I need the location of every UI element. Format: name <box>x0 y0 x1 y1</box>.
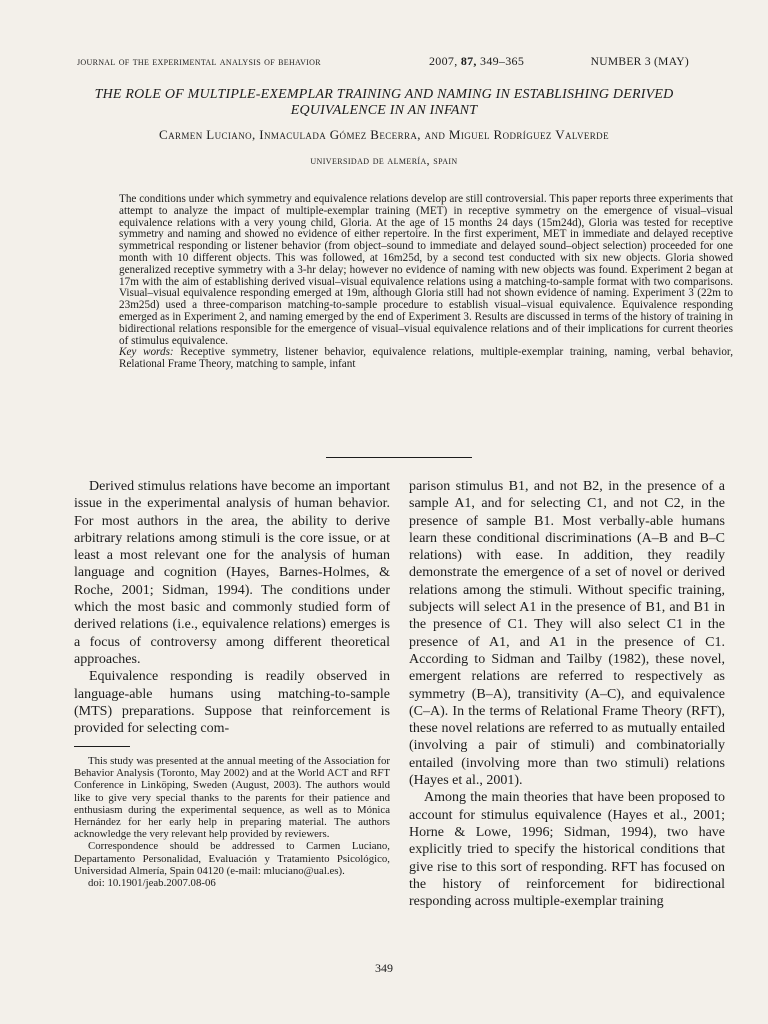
paragraph: Equivalence responding is readily observed in language-able humans using matching-to-sample (MTS) preparations. Suppose that reinforcement is provided for selecting com- <box>74 669 390 737</box>
body-column-left <box>74 478 390 737</box>
paragraph: parison stimulus B1, and not B2, in the presence of a sample A1, and for selecting C1, and not C2, in the presence of sample B1. Most verbally-able humans learn these conditional discriminations (A–B and B–C relations) with ease. In addition, they readily demonstrate the emergence of a set of novel or derived relations among the stimuli. Without specific training, subjects will select A1 in the presence of B1, and B1 in the presence of C1. They will also select C1 in the presence of A1, and A1 in the presence of C1. According to Sidman and Tailby (1982), these novel, emergent relations are referred to respectively as symmetry (B–A), transitivity (A–C), and equivalence (C–A). In the terms of Relational Frame Theory (RFT), these novel relations are referred to as mutually entailed (involving a pair of stimuli) and combinatorially entailed (involving more than two stimuli) relations (Hayes et al., 2001). <box>409 479 725 789</box>
article-title-line-2: EQUIVALENCE IN AN INFANT <box>290 103 478 118</box>
abstract-text: The conditions under which symmetry and equivalence relations develop are still controversial. This paper reports three experiments that attempt to analyze the impact of multiple-exemplar training (MET) in receptive symmetry on the emergence of visual–visual equivalence relations with a very young child, Gloria. At the age of 15 months 24 days (15m24d), Gloria was tested for receptive symmetry and naming and showed no evidence of either repertoire. In the first experiment, MET in immediate and delayed receptive symmetrical responding or listener behavior (from object–sound to immediate and delayed sound–object selection) proceeded for one month with 10 different objects. This was followed, at 16m25d, by a second test conducted with six new objects. Gloria showed generalized receptive symmetry with a 3-hr delay; however no evidence of naming with new objects was found. Experiment 2 began at 17m with the aim of establishing derived visual–visual equivalence relations using a matching-to-sample format with two comparisons. Visual–visual equivalence responding emerged at 19m, although Gloria still had not shown evidence of naming. Experiment 3 (22m to 23m25d) used a three-comparison matching-to-sample procedure to establish visual–visual equivalence. Equivalence responding emerged as in Experiment 2, and naming emerged by the end of Experiment 3. Results are discussed in terms of the history of training in bidirectional relations responsible for the emergence of visual–visual equivalence relations and of their implications for current theories of stimulus equivalence. <box>119 193 733 347</box>
doi: doi: 10.1901/jeab.2007.08-06 <box>88 877 216 890</box>
footnote-correspondence: Correspondence should be addressed to Carmen Luciano, Departamento Personalidad, Evaluación y Tratamiento Psicológico, Universidad Almería, Spain 04120 (e-mail: mluciano@ual.es). <box>74 840 390 877</box>
page-number: 349 <box>375 961 393 975</box>
paragraph: Derived stimulus relations have become an important issue in the experimental analysis of human behavior. For most authors in the area, the ability to derive arbitrary relations among stimuli is the core issue, or at least a most relevant one for the analysis of human language and cognition (Hayes, Barnes-Holmes, & Roche, 2001; Sidman, 1994). The conditions under which the most basic and commonly studied form of derived relations (i.e., equivalence relations) emerges is a focus of controversy among different theoretical approaches. <box>74 479 390 667</box>
authors: Carmen Luciano, Inmaculada Gómez Becerra, and Miguel Rodríguez Valverde <box>159 127 609 142</box>
citation-year: 2007, <box>429 54 458 68</box>
keywords <box>119 347 733 371</box>
body-column-right <box>409 478 725 910</box>
keywords-text: Receptive symmetry, listener behavior, equivalence relations, multiple-exemplar training, naming, verbal behavior, Relational Frame Theory, matching to sample, infant <box>119 346 734 371</box>
article-title <box>60 87 708 119</box>
keywords-label: Key words: <box>119 346 174 359</box>
paragraph: Among the main theories that have been proposed to account for stimulus equivalence (Hayes et al., 2001; Horne & Lowe, 1996; Sidman, 1994), two have explicitly tried to specify the historical conditions that give rise to this sort of responding. RFT has focused on the history of reinforcement for bidirectional responding across multiple-exemplar training <box>409 790 725 910</box>
abstract <box>119 194 733 371</box>
journal-name: journal of the experimental analysis of behavior <box>77 56 321 68</box>
footnotes <box>74 755 390 889</box>
article-title-line-1: THE ROLE OF MULTIPLE-EXEMPLAR TRAINING AND NAMING IN ESTABLISHING DERIVED <box>94 87 674 102</box>
footnote-acknowledgment: This study was presented at the annual meeting of the Association for Behavior Analysis (Toronto, May 2002) and at the World ACT and RFT Conference in Linköping, Sweden (August, 2003). The authors would like to give very special thanks to the parents for their patience and enthusiasm during the experimental sequence, as well as to Mónica Hernández for her early help in preparing material. The authors acknowledge the very relevant help provided by reviewers. <box>74 755 390 841</box>
citation <box>429 54 524 69</box>
citation-pages: 349–365 <box>480 54 525 68</box>
issue-number: NUMBER 3 (MAY) <box>590 56 689 68</box>
citation-volume: 87, <box>460 54 477 68</box>
section-divider <box>326 457 472 458</box>
footnote-divider <box>74 746 130 747</box>
affiliation: universidad de almería, spain <box>310 155 458 167</box>
